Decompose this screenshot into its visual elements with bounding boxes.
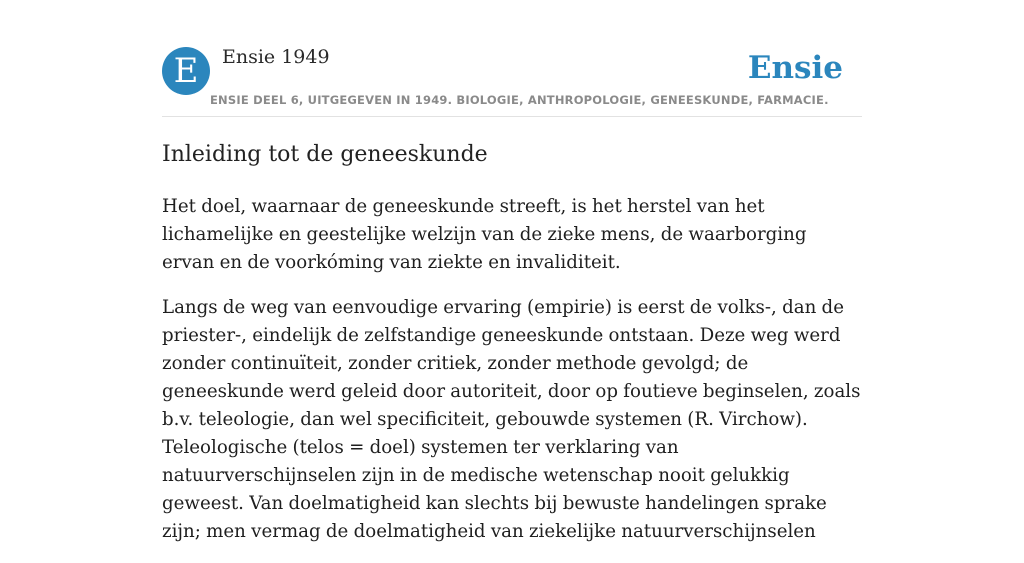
site-logo[interactable]: E <box>162 47 210 95</box>
article-paragraph-1: Het doel, waarnaar de geneeskunde streeft, is het herstel van het lichamelijke en geestelijke welzijn van de zieke mens, de waarborging ervan en de voorkóming van ziekte en invaliditeit. <box>162 196 807 273</box>
article-title: Inleiding tot de geneeskunde <box>162 142 488 167</box>
site-header <box>162 46 862 117</box>
brand-logo[interactable]: Ensie <box>747 50 843 86</box>
article <box>162 138 862 563</box>
volume-subtitle: ENSIE DEEL 6, UITGEGEVEN IN 1949. BIOLOGIE, ANTHROPOLOGIE, GENEESKUNDE, FARMACIE. <box>210 93 829 107</box>
site-title[interactable]: Ensie 1949 <box>222 46 330 68</box>
article-paragraph-2: Langs de weg van eenvoudige ervaring (empirie) is eerst de volks-, dan de priester-, eindelijk de zelfstandige geneeskunde ontstaan. Deze weg werd zonder continuïteit, zonder critiek, zonder methode gevolgd; de geneeskunde werd geleid door autoriteit, door op foutieve beginselen, zoals b.v. teleologie, dan wel specificiteit, gebouwde systemen (R. Virchow). Teleologische (telos = doel) systemen ter verklaring van natuurverschijnselen zijn in de medische wetenschap nooit gelukkig geweest. Van doelmatigheid kan slechts bij bewuste handelingen sprake zijn; men vermag de doelmatigheid van ziekelijke natuurverschijnselen <box>162 297 861 542</box>
